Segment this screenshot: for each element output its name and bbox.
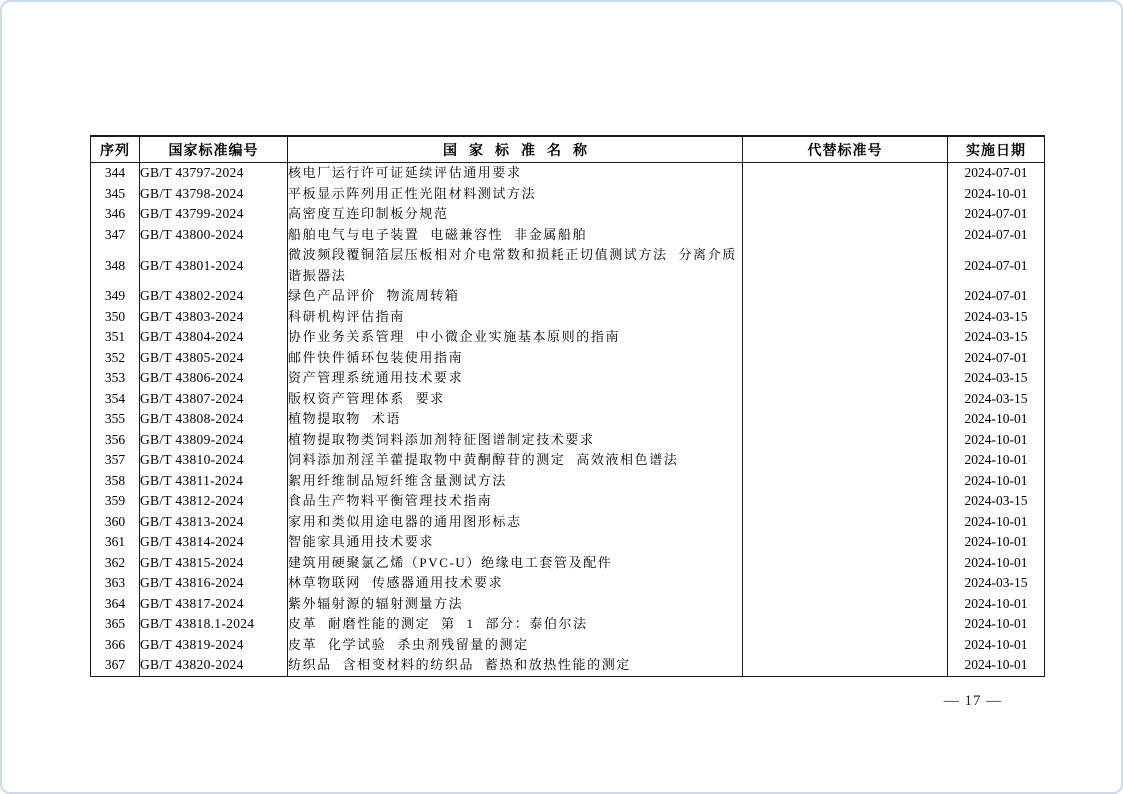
table-row (91, 286, 1045, 307)
cell-replaced (743, 245, 948, 286)
cell-replaced (743, 348, 948, 369)
cell-seq: 364 (91, 594, 140, 615)
cell-date: 2024-10-01 (948, 614, 1045, 635)
cell-replaced (743, 614, 948, 635)
cell-seq: 354 (91, 389, 140, 410)
cell-date: 2024-03-15 (948, 368, 1045, 389)
cell-name: 高密度互连印制板分规范 (288, 204, 743, 225)
standards-table (90, 135, 1045, 677)
cell-name: 植物提取物类饲料添加剂特征图谱制定技术要求 (288, 430, 743, 451)
cell-seq: 362 (91, 553, 140, 574)
cell-code: GB/T 43807-2024 (140, 389, 288, 410)
table-row (91, 573, 1045, 594)
table-row (91, 430, 1045, 451)
cell-name: 核电厂运行许可证延续评估通用要求 (288, 163, 743, 184)
cell-date: 2024-03-15 (948, 307, 1045, 328)
cell-code: GB/T 43816-2024 (140, 573, 288, 594)
table-row (91, 409, 1045, 430)
cell-seq: 347 (91, 225, 140, 246)
cell-code: GB/T 43812-2024 (140, 491, 288, 512)
cell-replaced (743, 471, 948, 492)
cell-seq: 360 (91, 512, 140, 533)
cell-replaced (743, 286, 948, 307)
cell-replaced (743, 184, 948, 205)
cell-date: 2024-10-01 (948, 635, 1045, 656)
cell-name: 微波频段覆铜箔层压板相对介电常数和损耗正切值测试方法 分离介质谐振器法 (288, 245, 743, 286)
cell-name: 絮用纤维制品短纤维含量测试方法 (288, 471, 743, 492)
cell-date: 2024-10-01 (948, 450, 1045, 471)
cell-replaced (743, 389, 948, 410)
cell-code: GB/T 43802-2024 (140, 286, 288, 307)
cell-name: 饲料添加剂淫羊藿提取物中黄酮醇苷的测定 高效液相色谱法 (288, 450, 743, 471)
cell-replaced (743, 655, 948, 676)
cell-name: 食品生产物料平衡管理技术指南 (288, 491, 743, 512)
cell-seq: 351 (91, 327, 140, 348)
cell-code: GB/T 43808-2024 (140, 409, 288, 430)
cell-replaced (743, 163, 948, 184)
cell-date: 2024-10-01 (948, 512, 1045, 533)
cell-date: 2024-10-01 (948, 594, 1045, 615)
cell-code: GB/T 43814-2024 (140, 532, 288, 553)
cell-seq: 358 (91, 471, 140, 492)
cell-replaced (743, 450, 948, 471)
cell-seq: 365 (91, 614, 140, 635)
cell-replaced (743, 368, 948, 389)
cell-name: 绿色产品评价 物流周转箱 (288, 286, 743, 307)
table-row (91, 225, 1045, 246)
cell-replaced (743, 553, 948, 574)
cell-code: GB/T 43800-2024 (140, 225, 288, 246)
cell-date: 2024-07-01 (948, 163, 1045, 184)
table-row (91, 491, 1045, 512)
table-row (91, 327, 1045, 348)
cell-name: 版权资产管理体系 要求 (288, 389, 743, 410)
cell-replaced (743, 594, 948, 615)
cell-seq: 348 (91, 245, 140, 286)
cell-name: 建筑用硬聚氯乙烯（PVC-U）绝缘电工套管及配件 (288, 553, 743, 574)
cell-code: GB/T 43815-2024 (140, 553, 288, 574)
cell-name: 资产管理系统通用技术要求 (288, 368, 743, 389)
cell-code: GB/T 43797-2024 (140, 163, 288, 184)
cell-date: 2024-07-01 (948, 348, 1045, 369)
table-row (91, 184, 1045, 205)
cell-date: 2024-03-15 (948, 491, 1045, 512)
cell-name: 林草物联网 传感器通用技术要求 (288, 573, 743, 594)
column-header-date: 实施日期 (948, 136, 1045, 163)
cell-date: 2024-03-15 (948, 573, 1045, 594)
cell-code: GB/T 43819-2024 (140, 635, 288, 656)
cell-seq: 357 (91, 450, 140, 471)
column-header-replaced: 代替标准号 (743, 136, 948, 163)
table-row (91, 368, 1045, 389)
cell-date: 2024-10-01 (948, 532, 1045, 553)
cell-replaced (743, 409, 948, 430)
table-row (91, 614, 1045, 635)
cell-date: 2024-10-01 (948, 430, 1045, 451)
table-row (91, 532, 1045, 553)
table-row (91, 450, 1045, 471)
cell-seq: 345 (91, 184, 140, 205)
cell-seq: 361 (91, 532, 140, 553)
cell-replaced (743, 307, 948, 328)
cell-date: 2024-07-01 (948, 286, 1045, 307)
table-row (91, 245, 1045, 286)
cell-name: 皮革 化学试验 杀虫剂残留量的测定 (288, 635, 743, 656)
cell-date: 2024-10-01 (948, 471, 1045, 492)
table-row (91, 163, 1045, 184)
cell-replaced (743, 532, 948, 553)
table-row (91, 348, 1045, 369)
table-row (91, 471, 1045, 492)
cell-date: 2024-10-01 (948, 553, 1045, 574)
cell-date: 2024-10-01 (948, 409, 1045, 430)
cell-seq: 353 (91, 368, 140, 389)
cell-code: GB/T 43813-2024 (140, 512, 288, 533)
cell-seq: 359 (91, 491, 140, 512)
cell-seq: 355 (91, 409, 140, 430)
cell-name: 船舶电气与电子装置 电磁兼容性 非金属船舶 (288, 225, 743, 246)
table-row (91, 512, 1045, 533)
cell-code: GB/T 43799-2024 (140, 204, 288, 225)
cell-name: 植物提取物 术语 (288, 409, 743, 430)
cell-code: GB/T 43809-2024 (140, 430, 288, 451)
table-row (91, 307, 1045, 328)
cell-seq: 349 (91, 286, 140, 307)
cell-date: 2024-07-01 (948, 245, 1045, 286)
cell-name: 智能家具通用技术要求 (288, 532, 743, 553)
table-row (91, 655, 1045, 676)
cell-name: 紫外辐射源的辐射测量方法 (288, 594, 743, 615)
cell-code: GB/T 43806-2024 (140, 368, 288, 389)
table-row (91, 594, 1045, 615)
cell-date: 2024-03-15 (948, 389, 1045, 410)
cell-code: GB/T 43801-2024 (140, 245, 288, 286)
cell-replaced (743, 573, 948, 594)
cell-date: 2024-07-01 (948, 204, 1045, 225)
cell-name: 平板显示阵列用正性光阻材料测试方法 (288, 184, 743, 205)
cell-seq: 350 (91, 307, 140, 328)
cell-code: GB/T 43804-2024 (140, 327, 288, 348)
cell-name: 家用和类似用途电器的通用图形标志 (288, 512, 743, 533)
table-row (91, 635, 1045, 656)
cell-name: 协作业务关系管理 中小微企业实施基本原则的指南 (288, 327, 743, 348)
cell-replaced (743, 430, 948, 451)
cell-seq: 352 (91, 348, 140, 369)
cell-date: 2024-07-01 (948, 225, 1045, 246)
cell-replaced (743, 512, 948, 533)
cell-name: 科研机构评估指南 (288, 307, 743, 328)
cell-seq: 344 (91, 163, 140, 184)
cell-name: 纺织品 含相变材料的纺织品 蓄热和放热性能的测定 (288, 655, 743, 676)
cell-code: GB/T 43820-2024 (140, 655, 288, 676)
cell-code: GB/T 43810-2024 (140, 450, 288, 471)
cell-seq: 366 (91, 635, 140, 656)
column-header-name: 国家标准名称 (288, 136, 743, 163)
table-row (91, 553, 1045, 574)
cell-code: GB/T 43805-2024 (140, 348, 288, 369)
page-number: — 17 — (943, 693, 1003, 709)
cell-seq: 367 (91, 655, 140, 676)
cell-code: GB/T 43811-2024 (140, 471, 288, 492)
cell-code: GB/T 43818.1-2024 (140, 614, 288, 635)
cell-replaced (743, 204, 948, 225)
table-row (91, 204, 1045, 225)
column-header-code: 国家标准编号 (140, 136, 288, 163)
cell-date: 2024-03-15 (948, 327, 1045, 348)
standards-table-header (91, 136, 1045, 163)
cell-replaced (743, 225, 948, 246)
cell-replaced (743, 491, 948, 512)
cell-name: 邮件快件循环包装使用指南 (288, 348, 743, 369)
cell-seq: 356 (91, 430, 140, 451)
cell-date: 2024-10-01 (948, 184, 1045, 205)
cell-seq: 363 (91, 573, 140, 594)
cell-code: GB/T 43817-2024 (140, 594, 288, 615)
column-header-seq: 序列 (91, 136, 140, 163)
table-row (91, 389, 1045, 410)
header-row (91, 136, 1045, 163)
cell-code: GB/T 43803-2024 (140, 307, 288, 328)
standards-table-body (91, 163, 1045, 677)
cell-code: GB/T 43798-2024 (140, 184, 288, 205)
cell-name: 皮革 耐磨性能的测定 第 1 部分：泰伯尔法 (288, 614, 743, 635)
cell-replaced (743, 327, 948, 348)
cell-replaced (743, 635, 948, 656)
cell-date: 2024-10-01 (948, 655, 1045, 676)
cell-seq: 346 (91, 204, 140, 225)
